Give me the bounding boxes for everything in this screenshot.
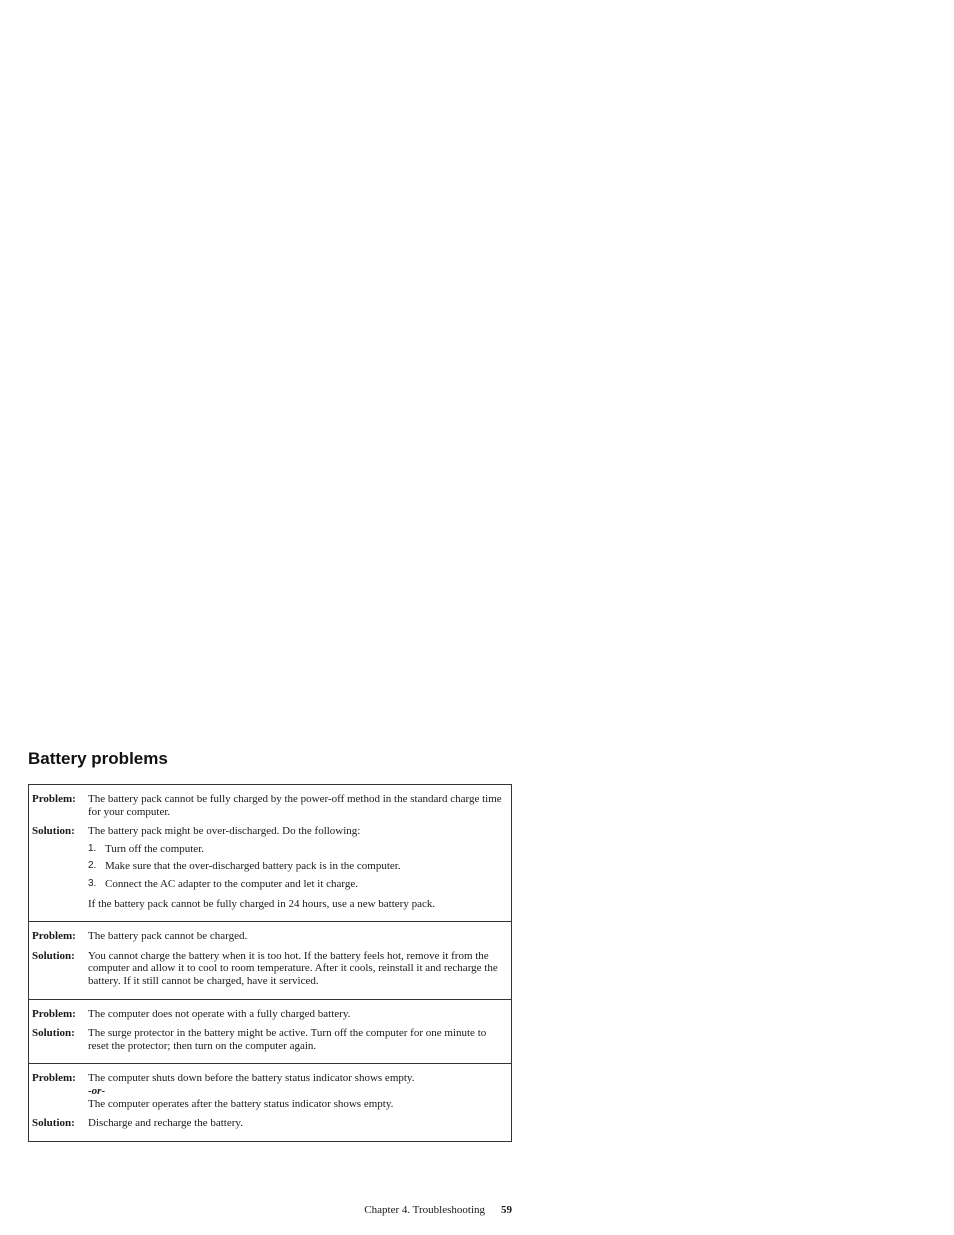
solution-label: Solution: <box>32 825 75 838</box>
step-number: 2. <box>88 860 97 872</box>
problem-line: The computer operates after the battery status indicator shows empty. <box>88 1097 394 1110</box>
step-text: Make sure that the over-discharged battery pack is in the computer. <box>105 860 401 873</box>
problem-label: Problem: <box>32 1007 76 1020</box>
problem-text: The battery pack cannot be charged. <box>88 930 248 943</box>
problem-text <box>88 1072 503 1110</box>
step-text: Turn off the computer. <box>105 842 204 855</box>
step-item <box>88 860 503 873</box>
solution-row <box>32 1117 503 1130</box>
solution-row <box>32 1027 503 1052</box>
solution-row <box>32 950 503 988</box>
problem-entry <box>29 1063 511 1140</box>
solution-row <box>32 825 503 910</box>
solution-steps <box>88 843 503 891</box>
problem-row <box>32 793 503 818</box>
problem-line: The computer shuts down before the battery status indicator shows empty. <box>88 1072 415 1085</box>
chapter-title: Chapter 4. Troubleshooting <box>364 1204 485 1216</box>
solution-label: Solution: <box>32 1117 75 1130</box>
solution-label: Solution: <box>32 949 75 962</box>
problem-text: The computer does not operate with a fully charged battery. <box>88 1007 351 1020</box>
solution-label: Solution: <box>32 1027 75 1040</box>
problem-entry <box>29 785 511 921</box>
problem-label: Problem: <box>32 930 76 943</box>
or-separator: -or- <box>88 1084 106 1097</box>
step-number: 1. <box>88 842 97 854</box>
problem-text: The battery pack cannot be fully charged by the power-off method in the standard charge time for your computer. <box>88 793 502 818</box>
step-number: 3. <box>88 877 97 889</box>
solution-after: If the battery pack cannot be fully charged in 24 hours, use a new battery pack. <box>88 897 436 910</box>
step-text: Connect the AC adapter to the computer and let it charge. <box>105 877 359 890</box>
problem-row <box>32 1008 503 1021</box>
solution-text <box>88 825 503 910</box>
problem-row <box>32 1072 503 1110</box>
solution-text: You cannot charge the battery when it is too hot. If the battery feels hot, remove it from the computer and allow it to cool to room temperature. After it cools, reinstall it and recharge the battery. If it still cannot be charged, have it serviced. <box>88 949 498 987</box>
problem-entry <box>29 921 511 998</box>
problems-table <box>28 784 512 1142</box>
section-title: Battery problems <box>28 749 168 768</box>
problem-label: Problem: <box>32 1072 76 1085</box>
problem-entry <box>29 999 511 1064</box>
step-item <box>88 878 503 891</box>
problem-label: Problem: <box>32 793 76 805</box>
step-item <box>88 843 503 856</box>
page-footer <box>364 1204 512 1216</box>
solution-text: Discharge and recharge the battery. <box>88 1117 243 1130</box>
page-number: 59 <box>501 1204 512 1216</box>
problem-row <box>32 930 503 943</box>
solution-text: The surge protector in the battery might be active. Turn off the computer for one minute to reset the protector; then turn on the computer again. <box>88 1027 487 1052</box>
solution-intro: The battery pack might be over-discharged. Do the following: <box>88 825 361 838</box>
